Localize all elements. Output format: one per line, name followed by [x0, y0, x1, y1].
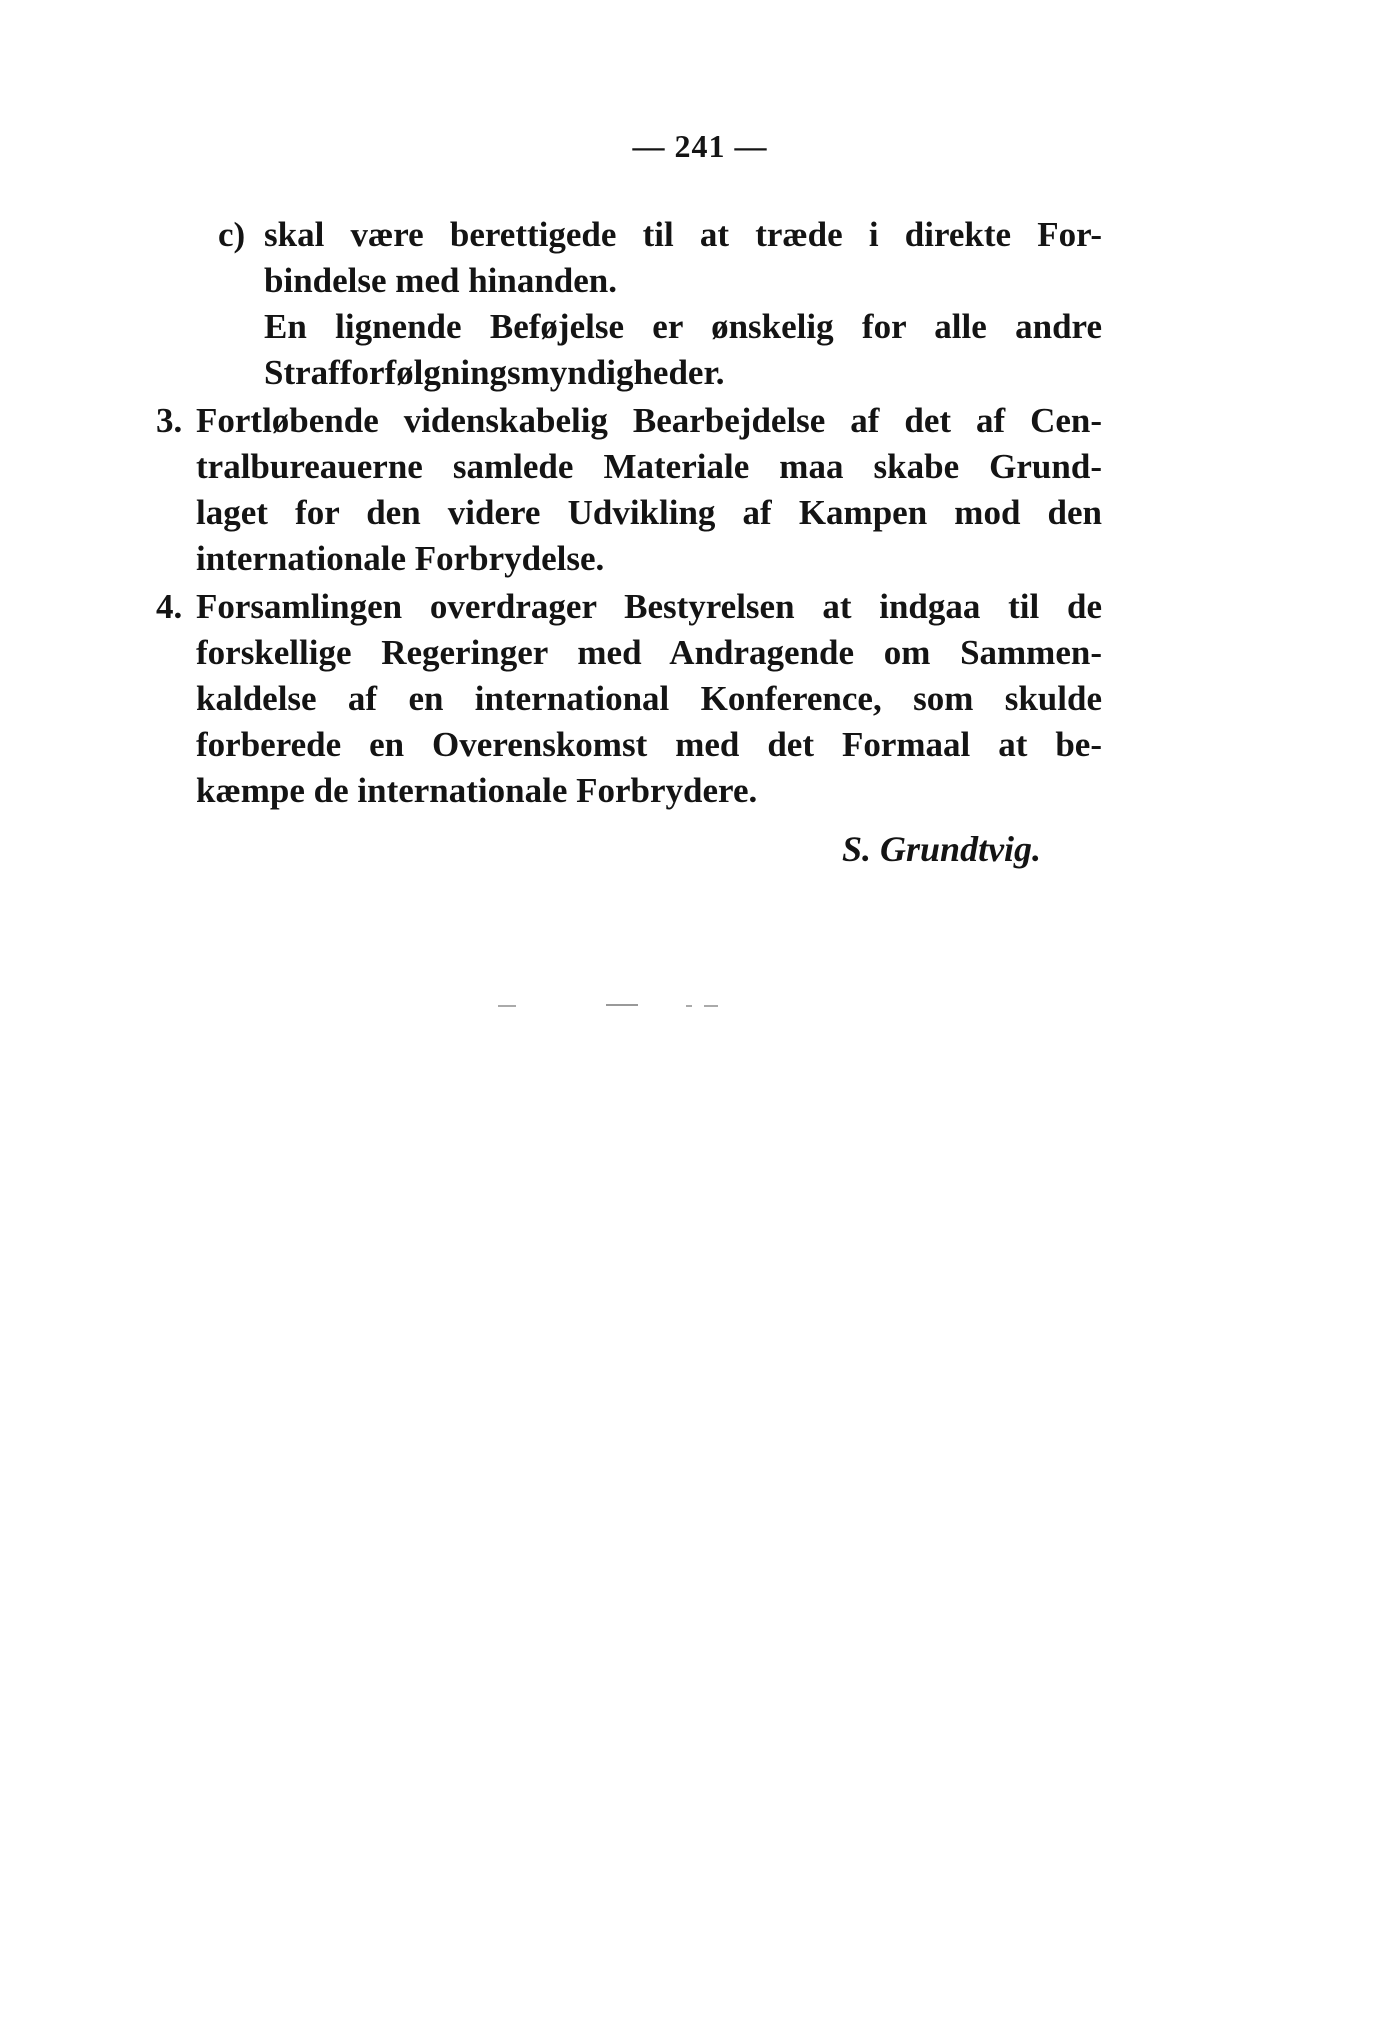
signature: S. Grundtvig.	[842, 829, 1042, 869]
item-3-line-2	[196, 444, 1102, 490]
stray-mark-2	[606, 1004, 638, 1006]
item-c-line-2: bindelse med hinanden.	[264, 261, 618, 300]
item-3-line-1	[196, 398, 1102, 444]
item-4-line-5: kæmpe de internationale Forbrydere.	[196, 771, 758, 810]
item-4-line-3-text: kaldelse af en international Konference, som skulde	[196, 679, 1102, 718]
item-3-line-1-text: Fortløbende videnskabelig Bearbejdelse af det af Cen-	[196, 401, 1102, 440]
item-c-line-3	[264, 304, 1102, 350]
item-4-line-4	[196, 722, 1102, 768]
item-c-label: c)	[218, 215, 246, 254]
item-4-line-2	[196, 630, 1102, 676]
item-c-line-1	[264, 212, 1102, 258]
stray-mark-1	[498, 1005, 516, 1007]
item-3-line-3	[196, 490, 1102, 536]
item-4-line-1	[196, 584, 1102, 630]
item-c-line-3-text: En lignende Beføjelse er ønskelig for alle andre	[264, 307, 1102, 346]
item-3-label: 3.	[156, 401, 183, 440]
stray-mark-3	[686, 1005, 692, 1007]
page-number: — 241 —	[632, 128, 768, 164]
item-4-line-3	[196, 676, 1102, 722]
item-c-line-1-text: skal være berettigede til at træde i direkte For-	[264, 215, 1102, 254]
item-4-line-4-text: forberede en Overenskomst med det Formaal at be-	[196, 725, 1102, 764]
item-4-line-1-text: Forsamlingen overdrager Bestyrelsen at indgaa til de	[196, 587, 1102, 626]
item-3-line-2-text: tralbureauerne samlede Materiale maa skabe Grund-	[196, 447, 1102, 486]
item-c-line-4: Strafforfølgningsmyndigheder.	[264, 353, 725, 392]
item-3-line-4: internationale Forbrydelse.	[196, 539, 605, 578]
item-4-label: 4.	[156, 587, 183, 626]
stray-mark-4	[704, 1005, 718, 1007]
item-3-line-3-text: laget for den videre Udvikling af Kampen mod den	[196, 493, 1102, 532]
item-4-line-2-text: forskellige Regeringer med Andragende om Sammen-	[196, 633, 1102, 672]
